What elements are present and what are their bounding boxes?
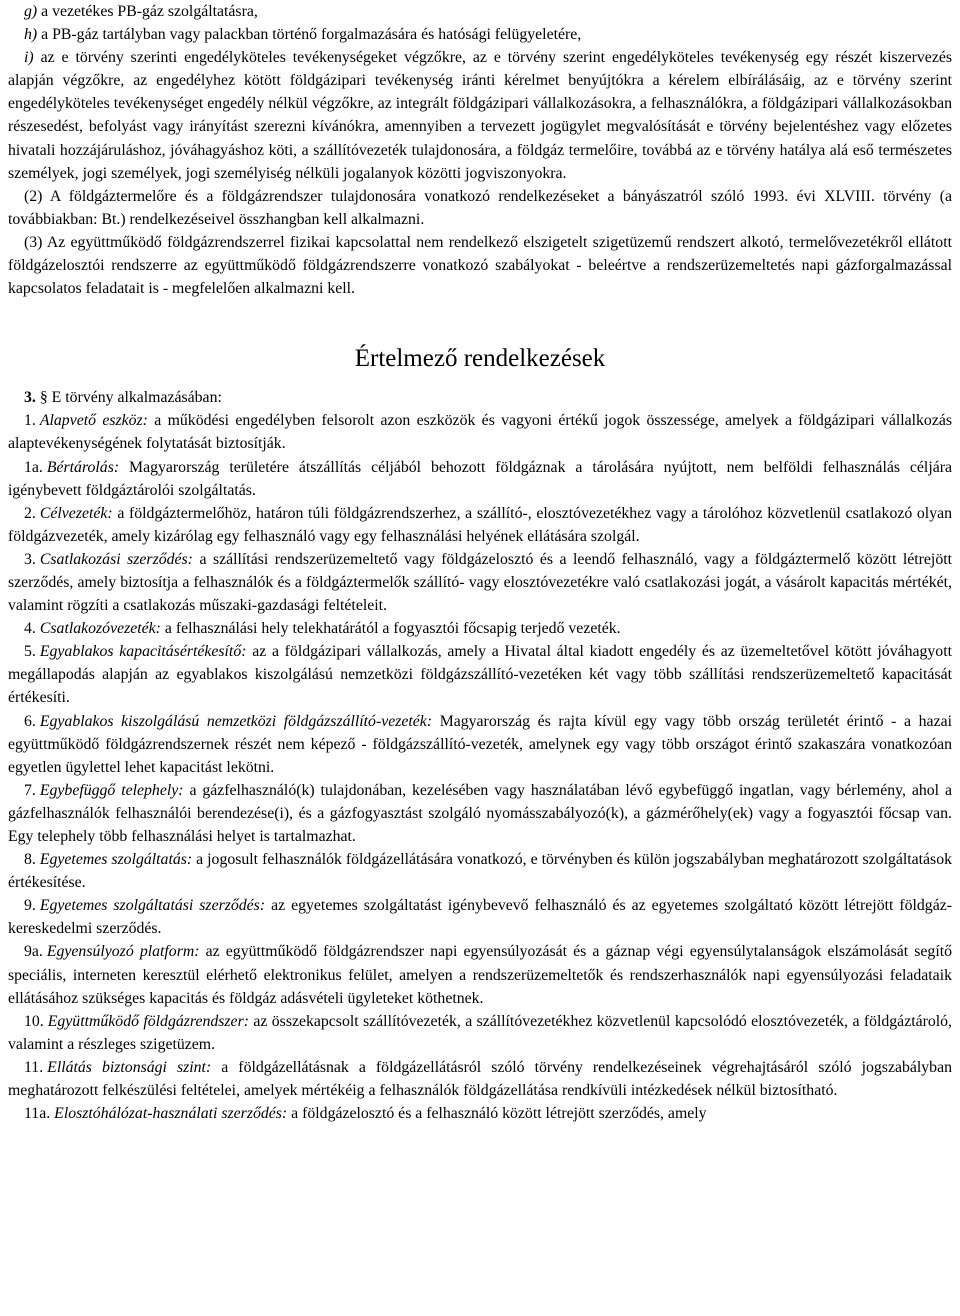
- item-label: g): [24, 3, 38, 20]
- definition-term: Egyensúlyozó platform:: [46, 943, 200, 961]
- definition-text: a földgáztermelőhöz, határon túli földgázrendszerhez, a szállító-, elosztóvezetékhez vagy a tárolóhoz közvetlenül csatlakozó olyan földgázvezeték, amely kizárólag egy felhasználó vagy egy felhasználási helyének ellátására szolgál.: [8, 504, 953, 545]
- definition-term: Egyetemes szolgáltatási szerződés:: [39, 897, 266, 915]
- section-text: E törvény alkalmazásában:: [51, 389, 222, 407]
- definition-term: Egyablakos kapacitásértékesítő:: [39, 643, 247, 661]
- item-label: i): [24, 49, 34, 67]
- paragraph-2: (2) A földgáztermelőre és a földgázrendszer tulajdonosára vonatkozó rendelkezéseket a bányászatról szóló 1993. évi XLVIII. törvény (a továbbiakban: Bt.) rendelkezéseivel összhangban kell alkalmazni.: [8, 187, 952, 228]
- definition-term: Egyablakos kiszolgálású nemzetközi földgázszállító-vezeték:: [39, 712, 433, 730]
- definition-item: [8, 848, 952, 894]
- definition-item: [8, 940, 952, 1009]
- section-symbol: §: [39, 389, 48, 407]
- definition-text: a gázfelhasználó(k) tulajdonában, kezelésében vagy használatában lévő egybefüggő ingatlan, vagy bérlemény, ahol a gázfelhasználók felhasználói berendezése(i), és a gázfogyasztást szolgáló nyomásszabályozó(k), a gázmérőhely(ek) vagy a fogyasztói főcsap van. Egy telephely több felhasználási helyet is tartalmazhat.: [8, 781, 953, 845]
- definition-number: 11a.: [24, 1105, 51, 1123]
- definition-number: 2.: [24, 504, 36, 522]
- definition-number: 6.: [24, 712, 36, 730]
- section-number: 3.: [24, 389, 36, 407]
- definition-text: az együttműködő földgázrendszer napi egyensúlyozását és a gáznap végi egyensúlytalanságok elszámolását segítő speciális, interneten keresztül elérhető elektronikus felület, amelyen a rendszerüzemeltetők és rendszerhasználók napi egyensúlyozási feladataik ellátásához szükséges kapacitás és földgáz adásvételi ügyleteket köthetnek.: [8, 943, 952, 1007]
- definition-term: Csatlakozóvezeték:: [39, 620, 161, 638]
- definition-number: 5.: [24, 643, 36, 661]
- list-item-h: [8, 23, 952, 46]
- definition-number: 7.: [24, 781, 36, 799]
- item-text: az e törvény szerinti engedélyköteles tevékenységeket végzőkre, az e törvény szerint engedélyköteles tevékenység egy részét kiszervezés alapján végzőkre, az engedélyhez kötött földgázipari tevékenység iránti kérelmet benyújtókra a kérelem elbírálásáig, az e törvény szerint engedélyköteles tevékenységet engedély nélkül végzőkre, az integrált földgázipari vállalkozásokra, a felhasználókra, a földgázipari vállalkozásokban részesedést, befolyást vagy irányítást szerezni kívánókra, amennyiben a tervezett jogügylet megvalósítását e törvény bejelentéshez vagy előzetes hivatali hozzájáruláshoz, jóváhagyáshoz köti, a szállítóvezeték tulajdonosára, a földgáz termelőire, továbbá az e törvény hatálya alá eső természetes személyek, jogi személyek, jogi személyiség nélküli jogalanyok közötti jogviszonyokra.: [8, 49, 952, 182]
- definition-term: Egyetemes szolgáltatás:: [39, 851, 193, 869]
- definition-text: a jogosult felhasználók földgázellátására vonatkozó, e törvényben és külön jogszabályban meghatározott szolgáltatások értékesítése.: [8, 851, 953, 892]
- definition-term: Csatlakozási szerződés:: [39, 550, 193, 568]
- section-title: [8, 386, 952, 409]
- definition-item: [8, 409, 952, 455]
- definition-text: az összekapcsolt szállítóvezeték, a szállítóvezetékhez közvetlenül kapcsolódó elosztóvezeték, a földgáztároló, valamint a részleges szigetüzem.: [8, 1012, 952, 1053]
- item-text: a vezetékes PB-gáz szolgáltatásra,: [41, 3, 258, 20]
- definition-item: [8, 710, 952, 779]
- definition-term: Elosztóhálózat-használati szerződés:: [54, 1105, 288, 1123]
- definitions-list: [8, 409, 952, 1125]
- list-item-g: [8, 0, 952, 23]
- definition-item: [8, 894, 952, 940]
- definition-term: Bértárolás:: [46, 458, 120, 476]
- definition-number: 3.: [24, 550, 36, 568]
- definition-number: 9.: [24, 897, 36, 915]
- definition-number: 1.: [24, 412, 36, 430]
- list-item-i: [8, 46, 952, 185]
- paragraph-3: (3) Az együttműködő földgázrendszerrel fizikai kapcsolattal nem rendelkező elszigetelt szigetüzemű rendszert alkotó, termelővezetékről ellátott földgázelosztói rendszerre az együttműködő földgázrendszerre vonatkozó szabályokat - beleértve a rendszerüzemeltetés napi gázforgalmazással kapcsolatos feladatait is - megfelelően alkalmazni kell.: [8, 233, 952, 298]
- definition-text: az egyetemes szolgáltatást igénybevevő felhasználó és az egyetemes szolgáltató között létrejött földgáz-kereskedelmi szerződés.: [8, 897, 952, 938]
- definition-item: [8, 548, 952, 617]
- definition-number: 11.: [24, 1058, 44, 1076]
- section-heading: Értelmező rendelkezések: [354, 345, 606, 373]
- definition-item: [8, 456, 952, 502]
- definition-item: [8, 1010, 952, 1056]
- definition-number: 1a.: [24, 458, 43, 476]
- definition-text: a szállítási rendszerüzemeltető vagy földgázelosztó és a leendő felhasználó, vagy a földgáztermelő között létrejött szerződés, amely biztosítja a felhasználók és a földgáztermelők szállító- vagy elosztóvezetékre való csatlakozási jogát, a vásárolt kapacitás mértékét, valamint rögzíti a csatlakozás műszaki-gazdasági feltételeit.: [8, 550, 952, 615]
- definition-term: Ellátás biztonsági szint:: [47, 1058, 212, 1076]
- definition-text: a földgázelosztó és a felhasználó között létrejött szerződés, amely: [291, 1105, 707, 1123]
- definition-item: [8, 1102, 952, 1125]
- definition-item: [8, 779, 952, 848]
- definition-term: Alapvető eszköz:: [39, 412, 148, 430]
- definition-number: 9a.: [24, 943, 43, 961]
- definition-text: a földgázellátásnak a földgázellátásról szóló törvény rendelkezéseinek végrehajtásáról szóló jogszabályban meghatározott felkészülési feltételei, amelyek mértékéig a felhasználók földgázellátása rendkívüli intézkedések nélkül biztosítható.: [8, 1058, 952, 1100]
- item-text: a PB-gáz tartályban vagy palackban történő forgalmazására és hatósági felügyeletére,: [41, 26, 582, 44]
- definition-number: 8.: [24, 851, 36, 869]
- definition-term: Egybefüggő telephely:: [39, 781, 184, 799]
- definition-number: 10.: [24, 1012, 44, 1030]
- definition-item: [8, 1056, 952, 1102]
- definition-item: [8, 640, 952, 709]
- definition-text: a működési engedélyben felsorolt azon eszközök és vagyoni értékű jogok összessége, amelyek a földgázipari vállalkozás alaptevékenységének folytatását biztosítják.: [8, 412, 952, 453]
- definition-item: [8, 617, 952, 640]
- definition-text: Magyarország területére átszállítás céljából behozott földgáznak a tárolására nyújtott, nem belföldi felhasználás céljára igénybevett földgáztárolói szolgáltatás.: [8, 458, 952, 499]
- definition-text: az a földgázipari vállalkozás, amely a Hivatal által kiadott engedély és az üzemeltetővel kötött jóváhagyott megállapodás alapján az egyablakos kiszolgálású nemzetközi földgázszállító-vezetéken két vagy több szállítási rendszerüzemeltető kapacitását értékesíti.: [8, 643, 952, 707]
- definition-text: Magyarország és rajta kívül egy vagy több ország területét érintő - a hazai együttműködő földgázrendszernek részét nem képező - földgázszállító-vezeték, amelynek egy vagy több országot érintő szakaszára vonatkozóan egyetlen ügylettel lehet kapacitást lekötni.: [8, 712, 952, 776]
- definition-term: Együttműködő földgázrendszer:: [47, 1012, 249, 1030]
- definition-number: 4.: [24, 620, 36, 638]
- item-label: h): [24, 26, 38, 44]
- definition-item: [8, 502, 952, 548]
- definition-text: a felhasználási hely telekhatárától a fogyasztói főcsapig terjedő vezeték.: [164, 620, 621, 638]
- definition-term: Célvezeték:: [39, 504, 113, 522]
